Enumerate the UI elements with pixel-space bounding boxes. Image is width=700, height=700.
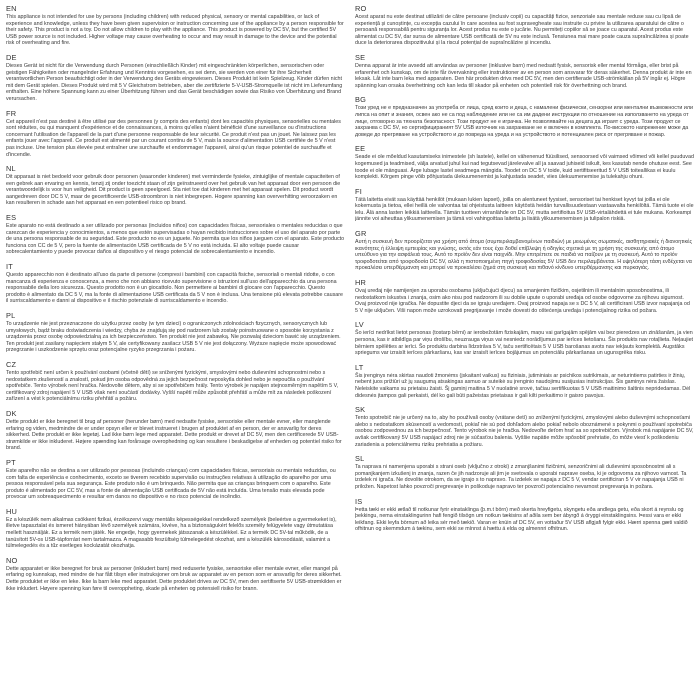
language-code: SL xyxy=(355,454,365,464)
language-code: EE xyxy=(355,144,366,154)
language-code: RO xyxy=(355,4,367,13)
language-section-cz xyxy=(6,360,345,403)
language-section-nl xyxy=(6,164,345,207)
language-section-de xyxy=(6,53,345,103)
language-code: LT xyxy=(355,362,364,372)
language-section-hr xyxy=(355,278,694,314)
language-code: GR xyxy=(355,229,367,239)
safety-warning-text: Denna apparat är inte avsedd att användas av personer (inklusive barn) med nedsatt fysisk, sensorisk eller mental förmåga, eller brist på erfarenhet och kunskap, om de inte får övervakning eller instruktioner av en person som ansvarar för deras säkerhet. Denna produkt är inte en leksak. Låt inte barn leka med apparaten. Den här produkten drivs med DC 5V, men den certifierade USB-strömkällan på 5V ingår ej. Högre spänning kan orsaka överhettning och kan leda till skador på enheten och potentiell risk för överhettning och brand. xyxy=(355,62,692,89)
safety-warning-text: Този уред не е предназначен за употреба от лица, сред които и деца, с намалени физически, сензорни или ментални възможности или липса на опит и знания, освен ако не са под наблюдение или не са им дадени инструкции по отношение на използването на уреда от лице, отговорно за тяхната безопасност. Този продукт не е играчка. Не позволявайте на децата да играят с уреда. Този продукт се захранва с DC 5V, но сертифицираният 5V USB източник на захранване не е включен в комплекта. По-високото напрежение може да доведе до прегряване на устройството и до повреда на уреда и на устройството и потенциален риск от прегряване и пожар. xyxy=(355,105,693,138)
language-section-lt xyxy=(355,363,694,399)
safety-warning-text: Dit apparaat is niet bedoeld voor gebruik door personen (waaronder kinderen) met verminderde fysieke, zintuiglijke of mentale capaciteiten of een gebrek aan ervaring en kennis, tenzij zij onder toezicht staan of zijn geïnstrueerd over het gebruik van het apparaat door een persoon die verantwoordelijk is voor hun veiligheid. Dit product is geen speelgoed. Sta niet toe dat kinderen met het apparaat spelen. Dit product wordt aangedreven door DC 5 V, maar de gecertificeerde USB-stroombron is niet inbegrepen. Hogere spanning kan oververhitting veroorzaken en kan resulteren in schade aan het apparaat en een potentieel risico op brand. xyxy=(6,174,341,207)
language-section-is xyxy=(355,497,694,533)
left-column xyxy=(6,4,345,700)
language-section-se xyxy=(355,53,694,89)
language-code: DK xyxy=(6,408,17,418)
safety-warning-text: Este aparato no está destinado a ser utilizado por personas (incluidos niños) con capacidades físicas, sensoriales o mentales reducidas o que carezcan de experiencia y conocimientos, a menos que estén supervisadas o hayan recibido instrucciones sobre el uso del aparato por parte de una persona responsable de su seguridad. Este producto no es un juguete. No permita que los niños jueguen con el aparato. Este producto funciona con CC de 5 V, pero la fuente de alimentación USB certificada de 5 V no está incluida. El alto voltaje puede causar sobrecalentamiento y puede provocar daños al dispositivo y el riesgo potencial de sobrecalentamiento e incendio. xyxy=(6,223,345,256)
language-code: DE xyxy=(6,52,17,62)
language-code: HR xyxy=(355,278,367,288)
language-section-pl xyxy=(6,311,345,354)
language-code: PT xyxy=(6,457,16,467)
safety-warning-text: Dette apparatet er ikke beregnet for bruk av personer (inkludert barn) med reduserte fysiske, sensoriske eller mentale evner, eller mangel på erfaring og kunnskap, med mindre de har fått tilsyn eller instruksjoner om bruk av apparatet av en person som er ansvarlig for deres sikkerhet. Dette produktet er ikke en leke. Ikke la barn leke med apparatet. Dette produktet drives av DC 5V, men den sertifiserte 5V USB-strømkilden er ikke inkludert. Høyere spenning kan føre til overoppheting, skade på enheten og potensiell risiko for brann. xyxy=(6,565,342,592)
safety-warning-text: Ta naprava ni namenjena uporabi s strani oseb (vključno z otroki) z zmanjšanimi fizičnimi, senzoričnimi ali duševnimi sposobnostmi ali s pomanjkanjem izkušenj in znanja, razen če jih nadzoruje ali jim je svetovala o uporabi naprave oseba, ki je odgovorna za njihovo varnost. Ta izdelek ni igrača. Ne dovolite otrokom, da se igrajo s to napravo. Ta izdelek se napaja z DC 5 V, vendar certificiran 5 V vir napajanja USB ni priložen. Napetost lahko povzroči pregrevanje in poškoduje napravo ter povzroči potencialno nevarnost pregrevanja in požara. xyxy=(355,464,687,490)
language-section-it xyxy=(6,262,345,305)
language-section-hu xyxy=(6,507,345,550)
language-section-ro xyxy=(355,4,694,47)
right-column xyxy=(355,4,694,700)
language-code: NO xyxy=(6,555,18,565)
language-section-bg xyxy=(355,95,694,138)
language-code: EN xyxy=(6,4,17,13)
safety-warning-text: This appliance is not intended for use by persons (including children) with reduced physical, sensory or mental capabilities, or lack of experience and knowledge, unless they have been given supervision or instruction concerning use of the appliance by a person responsible for their safety. This product is not a toy. Do not allow children to play with the appliance. This product is powered by DC 5V, but the certified 5V USB power source is not included. Higher voltage may cause overheating to occur and may result in damage to the device and the potential risk of overheating and fire. xyxy=(6,14,344,47)
safety-warning-text: Ovaj uređaj nije namijenjen za uporabu osobama (uključujući djecu) sa smanjenim fizičkim, osjetilnim ili mentalnim sposobnostima, ili nedostatkom iskustva i znanja, osim ako nisu pod nadzorom ili su dobile upute o uporabi uređaja od osobe odgovorne za njihovu sigurnost. Ovaj proizvod nije igračka. Ne dopustite djeci da se igraju uređajem. Ovaj proizvod napaja se s DC 5 V, ali certificirani USB izvor napajanja od 5 V nije uključen. Viši napon može uzrokovati pregrijavanje i može dovesti do oštećenja uređaja i potencijalnog rizika od požara. xyxy=(355,288,690,314)
safety-warning-text: Þetta tæki er ekki ætlað til notkunar fyrir einstaklinga (þ.m.t börn) með skerta hreyfigetu, skyngetu eða andlega getu, eða skort á reynslu og þekkingu, nema einstaklingurinn hafi fengið tilsögn um notkun tækisins af aðila sem ber ábyrgð á öryggi einstaklingsins. Þessi vara er ekki leikfang. Ekki leyfa börnum að leika sér með tækið. Varan er knúin af DC 5V, en vottaður 5V USB aflgjafi fylgir ekki. Hærri spenna gæti valdið ofhitnun og skemmdum á tækinu, sem ekki se mínnst á hættu á elda og almennri ofhitnun. xyxy=(355,506,688,533)
safety-warning-text: Tätä laitetta eivät saa käyttää henkilöt (mukaan lukien lapset), joilla on alentuneet fyysiset, sensoriset tai henkiset kyvyt tai joilla ei ole kokemusta ja tietoa, ellei heillä ole valvontaa tai ohjeistusta laitteen käytöstä heidän turvallisuudestaan vastaavalta henkilöltä. Tämä tuote ei ole lelu. Älä anna lasten leikkiä laitteella. Tämän tuotteen virranlähde on DC 5V, mutta sertifioitua 5V USB-virtalähdettä ei tule mukana. Korkeampi jännite voi aiheuttaa ylikuumenemisen ja tämä voi vahingoittaa laitetta ja lisätä ylikuumenemisen ja tulipalon riskiä. xyxy=(355,196,694,223)
safety-warning-text: Šo ierīci nedrīkst lietot personas (tostarp bērni) ar ierobežotām fiziskajām, maņu vai garīgajām spējām vai bez pieredzes un zināšanām, ja vien persona, kas ir atbildīga par viņu drošību, neuzrauga viņus vai nesniedz norādījumus par ierīces lietošanu. Šis produkts nav rotaļlieta. Neļaujiet bērniem spēlēties ar ierīci. Šo produktu darbina līdzstrāva 5 V, taču sertificētais 5 V USB barošanas avots nav iekļauts komplektā. Augstāks spriegums var izraisīt ierīces pārkaršanu, kas var izraisīt ierīces bojājumus un potenciālu pārkaršanas un ugunsgrēka risku. xyxy=(355,330,694,357)
safety-warning-text: Este aparelho não se destina a ser utilizado por pessoas (incluindo crianças) com capacidades físicas, sensoriais ou mentais reduzidas, ou com falta de experiência e conhecimento, exceto se tiverem recebido supervisão ou instruções relativas à utilização do aparelho por uma pessoa responsável pela sua segurança. Este produto não é um brinquedo. Não permita que as crianças brinquem com o aparelho. Este produto é alimentado por CC 5V, mas a fonte de alimentação USB certificada de 5V não está incluída. Uma tensão mais elevada pode provocar um sobreaquecimento e resultar em danos no dispositivo e no risco potencial de incêndio. xyxy=(6,467,336,501)
language-section-fi xyxy=(355,187,694,223)
language-code: FI xyxy=(355,186,362,196)
language-section-lv xyxy=(355,320,694,356)
language-code: FR xyxy=(6,108,17,118)
language-code: SK xyxy=(355,405,366,415)
language-section-dk xyxy=(6,409,345,452)
safety-warning-text: Šis įrenginys nėra skirtas naudoti žmonėms (įskaitant vaikus) su fiziniais, jutiminiais ar psichikos sutrikimais, ar neturintiems patirties ir žinių, nebent juos prižiūri už jų saugumą atsakingas asmuo ar suteikė su įrenginio naudojimu susijusias instrukcijas. Šis gaminys nėra žaislas. Neleiskite vaikams su prietaisu žaisti. Šį gaminį maitina 5 V nuolatinė srovė, tačiau sertifikuotas 5 V USB maitinimo šaltinis nepridedamas. Dėl didesnės įtampos gali perkaisti, dėl ko gali būti pažeistas prietaisas ir gali kilti perkaitimo ir gaisro pavojus. xyxy=(355,372,691,399)
language-code: IS xyxy=(355,496,363,506)
safety-warning-text: Αυτή η συσκευή δεν προορίζεται για χρήση από άτομα (συμπεριλαμβανομένων παιδιών) με μειωμένες σωματικές, αισθητηριακές ή διανοητικές ικανότητες ή έλλειψη εμπειρίας και γνώσης, εκτός εάν τους έχει δοθεί επίβλεψη ή οδηγίες σχετικά με τη χρήση της συσκευής από άτομο υπεύθυνο για την ασφάλειά τους. Αυτό το προϊόν δεν είναι παιχνίδι. Μην επιτρέπετε σε παιδιά να παίζουν με τη συσκευή. Αυτό το προϊόν τροφοδοτείται από τροφοδοσία DC 5V, αλλά η πιστοποιημένη πηγή τροφοδοσίας 5V USB δεν περιλαμβάνεται. Η υψηλότερη τάση ενδέχεται να προκαλέσει υπερθέρμανση και μπορεί να προκαλέσει ζημιά στη συσκευή και πιθανό κίνδυνο υπερθέρμανσης και πυρκαγιάς. xyxy=(355,239,693,272)
safety-warning-text: Questo apparecchio non è destinato all'uso da parte di persone (compresi i bambini) con capacità fisiche, sensoriali o mentali ridotte, o con mancanza di esperienza e conoscenza, a meno che non abbiano ricevuto supervisione o istruzioni sull'uso dell'apparecchio da una persona responsabile della loro sicurezza. Questo prodotto non è un giocattolo. Non permettere ai bambini di giocare con l'apparecchio. Questo prodotto è alimentato da DC 5 V, ma la fonte di alimentazione USB certificata da 5 V non è inclusa. Una tensione più elevata potrebbe causare il surriscaldamento e danni al dispositivo e il rischio potenziale di surriscaldamento e incendio. xyxy=(6,272,343,305)
language-section-sk xyxy=(355,405,694,448)
language-code: SE xyxy=(355,52,366,62)
language-section-es xyxy=(6,213,345,256)
language-section-en xyxy=(6,4,345,47)
safety-warning-text: Cet appareil n'est pas destiné à être utilisé par des personnes (y compris des enfants) dont les capacités physiques, sensorielles ou mentales sont réduites, ou qui manquent d'expérience et de connaissances, à moins qu'elles n'aient bénéficié d'une surveillance ou d'instructions concernant l'utilisation de l'appareil de la part d'une personne responsable de leur sécurité. Ce produit n'est pas un jouet. Ne laissez pas les enfants jouer avec l'appareil. Ce produit est alimenté par un courant continu de 5 V, mais la source d'alimentation USB certifiée de 5 V n'est pas incluse. Une tension plus élevée peut entraîner une surchauffe et endommager l'appareil, ainsi qu'un risque potentiel de surchauffe et d'incendie. xyxy=(6,118,341,158)
language-section-ee xyxy=(355,144,694,180)
safety-warning-text: Tento spotrebič nie je určený na to, aby ho používali osoby (vrátane detí) so zníženými fyzickými, zmyslovými alebo duševnými schopnosťami alebo s nedostatkom skúseností a vedomostí, pokiaľ nie sú pod dohľadom alebo pokiaľ nebolo oboznámené s pokynmi o používaní spotrebiča osobou zodpovednou za ich bezpečnosť. Tento výrobok nie je hračka. Nedovoľte deťom hrať sa so spotrebičom. Výrobok má napájanie DC 5V, avšak certifikovaný 5V USB napájací zdroj nie je súčasťou balenia. Vyššie napätie môže spôsobiť prehriatie, čo môže viesť k poškodeniu zariadenia a potenciálnemu riziku prehriatia a požiaru. xyxy=(355,415,694,448)
language-code: IT xyxy=(6,262,13,272)
language-code: NL xyxy=(6,164,16,174)
language-section-gr xyxy=(355,229,694,272)
language-code: CZ xyxy=(6,359,17,369)
language-section-pt xyxy=(6,458,345,501)
safety-warning-text: Tento spotřebič není určen k používání osobami (včetně dětí) se sníženými fyzickými, smyslovými nebo duševními schopnostmi nebo s nedostatkem zkušeností a znalostí, pokud jim osoba odpovědná za jejich bezpečnost neposkytla dohled nebo je nepoučila o používání spotřebiče. Tento výrobek není hračka. Nedovolte dětem, aby si se spotřebičem hrály. Tento výrobek je napájen stejnosměrným napětím 5 V, certifikovaný zdroj napájení 5 V USB však není součástí dodávky. Vyšší napětí může způsobit přehřátí a může mít za následek poškození zařízení a vést k potenciálnímu riziku přehřátí a požáru. xyxy=(6,369,339,403)
safety-warning-text: To urządzenie nie jest przeznaczone do użytku przez osoby (w tym dzieci) o ograniczonych zdolnościach fizycznych, sensorycznych lub umysłowych, bądź braku doświadczenia i wiedzy, chyba że znajdują się pod nadzorem lub zostały poinstruowane o sposobie korzystania z urządzenia przez osobę odpowiedzialną za ich bezpieczeństwo. Ten produkt nie jest zabawką. Nie pozwalaj dzieciom bawić się urządzeniem. Ten produkt jest zasilany napięciem stałym 5 V, ale certyfikowany zasilacz USB 5 V nie jest dołączony. Wyższe napięcie może spowodować przegrzanie i uszkodzenie sprzętu oraz potencjalne ryzyko przegrzania i pożaru. xyxy=(6,321,341,354)
safety-warning-text: Dieses Gerät ist nicht für die Verwendung durch Personen (einschließlich Kinder) mit eingeschränkten körperlichen, sensorischen oder geistigen Fähigkeiten oder mangelnder Erfahrung und Kenntnis vorgesehen, es sei denn, sie werden von einer für ihre Sicherheit verantwortlichen Person beaufsichtigt oder in der Verwendung des Geräts eingewiesen. Dieses Produkt ist kein Spielzeug. Kinder dürfen nicht mit dem Gerät spielen. Dieses Produkt wird mit 5 V Gleichstrom betrieben, aber die zertifizierte 5-V-USB-Stromquelle ist nicht im Lieferumfang enthalten. Eine höhere Spannung kann zu einer Überhitzung führen und das Gerät beschädigen sowie das Risiko von Überhitzung und Brand verursachen. xyxy=(6,62,343,102)
language-code: PL xyxy=(6,311,16,320)
safety-warning-text: Dette produkt er ikke beregnet til brug af personer (herunder børn) med nedsatte fysiske, sensoriske eller mentale evner, eller manglende erfaring og viden, medmindre de er under opsyn eller er blevet instrueret i brugen af produktet af en person, der er ansvarlig for deres sikkerhed. Dette produkt er ikke legetøj. Lad ikke børn lege med apparatet. Dette produkt er drevet af DC 5V, men den certificerede 5V USB-strømkilde er ikke inkluderet. Højere spænding kan forårsage overophedning og kan resultere i beskadigelse af enheden og potentiel risiko for brand. xyxy=(6,418,342,452)
language-code: LV xyxy=(355,320,364,330)
safety-warning-text: Seade ei ole mõeldud kasutamiseks inimestele (sh lastele), kellel on vähenenud füüsilised, sensoorsed või vaimsed võimed või kellel puuduvad kogemused ja teadmised, välja arvatud juhul kui nad tegutsevad järelevalve all ja saavad juhiseid isikult, kes kasutab nende ohutuse eest. See toode ei ole mänguasi. Ärge lubage lastel seadmega mängida. Toodet on DC 5 V toide, kuid sertifitseeritud 5 V USB toiteallikas ei kuulu komplekti. Kõrgem pinge võib põhjustada ülekuumenemist ja kahjustada seadet, viies ülekuumenemise ja tulekahju ohuni. xyxy=(355,154,694,181)
language-section-fr xyxy=(6,109,345,159)
language-code: HU xyxy=(6,506,18,516)
language-section-no xyxy=(6,556,345,592)
language-section-sl xyxy=(355,454,694,490)
language-code: ES xyxy=(6,213,17,223)
safety-warning-text: Ez a készülék nem alkalmas csökkent fizikai, érzékszervi vagy mentális képességekkel rendelkező személyek (beleértve a gyermekeket is), illetve tapasztalat és ismeret hiányában lévő személyek számára, kivéve, ha a biztonságukért felelős személy felügyelete vagy útmutatása mellett használják. Ez a termék nem játék. Ne engedje, hogy gyermekek játsszanak a készülékkel. Ez a termék DC 5V-tal működik, de a tanúsított 5V-os USB-tápforrást nem tartalmazza. A magasabb feszültség túlmelegedést okozhat, ami a készülék károsodását, valamint a túlmelegedés és a tűz esetleges kockázatát okozhatja. xyxy=(6,516,337,550)
language-code: BG xyxy=(355,95,367,105)
safety-warning-text: Acest aparat nu este destinat utilizării de către persoane (inclusiv copii) cu capacități fizice, senzoriale sau mentale reduse sau cu lipsă de experiență și cunoștințe, cu excepția cazului în care acestea au fost supravegheate sau instruite cu privire la utilizarea aparatului de către o persoană responsabilă pentru siguranța lor. Acest produs nu este o jucărie. Nu permiteți copiilor să se joace cu aparatul. Acest produs este alimentat cu DC 5V, dar sursa de alimentare USB certificată de 5V nu este inclusă. Tensiunea mai mare poate cauza supraîncălzirea și poate duce la deteriorarea dispozitivului și la riscul potențial de supraîncălzire și incendiu. xyxy=(355,14,689,47)
